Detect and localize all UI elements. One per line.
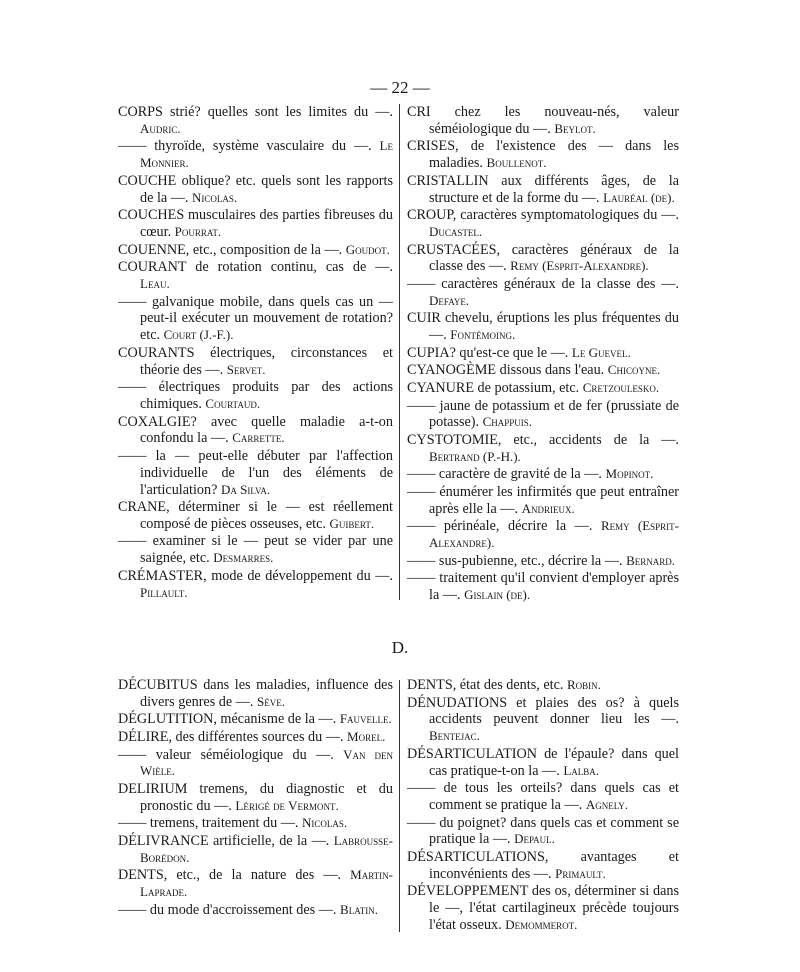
- entry-author: Lauréal (de).: [603, 189, 675, 205]
- entry-author: Boullenot.: [486, 155, 547, 171]
- index-entry: [118, 207, 393, 241]
- entry-text: —— caractères généraux de la classe des —.: [407, 275, 679, 292]
- entry-text: —— thyroïde, système vasculaire du —.: [118, 138, 380, 155]
- entry-text: DÉLIVRANCE artificielle, de la —.: [118, 832, 334, 849]
- entry-author: Nicolas.: [302, 815, 348, 831]
- entry-author: Da Silva.: [220, 481, 271, 497]
- entry-author: Pillault.: [140, 584, 188, 600]
- page-number: — 22 —: [370, 78, 430, 97]
- index-entry: [407, 380, 679, 397]
- index-column-bottom-right: [407, 677, 679, 935]
- entry-text: CRISTALLIN aux différents âges, de la structure et de la forme du —.: [407, 172, 679, 206]
- entry-author: Blatin.: [340, 901, 378, 917]
- section-letter: D.: [391, 638, 409, 657]
- entry-text: —— caractère de gravité de la —.: [407, 466, 606, 483]
- entry-author: Courtaud.: [205, 395, 261, 411]
- index-entry: [118, 568, 393, 602]
- entry-text: DELIRIUM tremens, du diagnostic et du pronostic du —.: [118, 780, 393, 814]
- entry-author: Depaul.: [514, 831, 555, 847]
- index-entry: [407, 849, 679, 883]
- index-entry: [118, 781, 393, 815]
- entry-author: Nicolas.: [192, 189, 238, 205]
- index-entry: [407, 677, 679, 694]
- entry-text: —— périnéale, décrire la —.: [407, 518, 601, 535]
- index-entry: [407, 242, 679, 276]
- index-entry: [407, 815, 679, 849]
- entry-author: Le Monnier.: [140, 138, 393, 171]
- index-entry: [407, 883, 679, 933]
- index-entry: [407, 173, 679, 207]
- index-column-top-right: [407, 104, 679, 605]
- entry-author: Le Guevel.: [571, 344, 631, 360]
- entry-author: Goudot.: [345, 241, 390, 257]
- entry-author: Robin.: [566, 677, 601, 692]
- entry-author: Carrette.: [232, 430, 285, 446]
- index-entry: [407, 695, 679, 745]
- index-entry: [407, 780, 679, 814]
- entry-author: Desmarres.: [213, 550, 274, 566]
- entry-text: COUCHES musculaires des parties fibreuses du cœur.: [118, 207, 393, 240]
- index-entry: [407, 345, 679, 362]
- entry-text: —— examiner si le — peut se vider par une saignée, etc.: [118, 533, 393, 567]
- entry-author: Fauvelle.: [339, 711, 392, 727]
- entry-text: —— sus-pubienne, etc., décrire la —.: [407, 552, 627, 569]
- index-entry: [407, 466, 679, 483]
- entry-author: Remy (Esprit-Alexandre).: [429, 518, 679, 551]
- entry-author: Fontémoing.: [450, 327, 516, 343]
- entry-text: CRANE, déterminer si le — est réellement composé de pièces osseuses, etc.: [118, 499, 393, 532]
- entry-text: COUCHE oblique? etc. quels sont les rapports de la —.: [118, 172, 393, 206]
- entry-author: Van den Wièle.: [140, 746, 393, 779]
- entry-author: Guibert.: [329, 515, 375, 531]
- index-entry: [118, 294, 393, 344]
- entry-text: COURANT de rotation continu, cas de —.: [118, 259, 393, 276]
- index-entry: [118, 173, 393, 207]
- entry-author: Sève.: [257, 693, 285, 709]
- entry-text: DÉVELOPPEMENT des os, déterminer si dans le —, l'état cartilagineux précède toujours l'état osseux.: [407, 883, 679, 933]
- entry-author: Defaye.: [429, 292, 470, 308]
- entry-author: Ducastel.: [429, 223, 483, 239]
- entry-author: Leau.: [140, 275, 170, 291]
- entry-text: —— traitement qu'il convient d'employer après la —.: [407, 570, 679, 604]
- entry-text: COURANTS électriques, circonstances et théorie des —.: [118, 344, 393, 378]
- entry-text: CRISES, de l'existence des — dans les maladies.: [407, 138, 679, 172]
- entry-text: CUPIA? qu'est-ce que le —.: [407, 344, 572, 361]
- index-entry: [407, 746, 679, 780]
- entry-author: Martin-Laprade.: [140, 867, 393, 900]
- entry-author: Andrieux.: [521, 500, 575, 516]
- entry-text: —— galvanique mobile, dans quels cas un — peut-il exécuter un mouvement de rotation? etc.: [118, 293, 393, 344]
- index-entry: [118, 104, 393, 138]
- entry-author: Agnely.: [585, 796, 629, 812]
- entry-text: COUENNE, etc., composition de la —.: [118, 241, 346, 258]
- entry-author: Chappuis.: [482, 414, 533, 430]
- entry-author: Pourrat.: [174, 223, 222, 239]
- entry-author: Chicoyne.: [607, 362, 661, 378]
- entry-text: —— du poignet? dans quels cas et comment se pratique la —.: [407, 814, 679, 848]
- entry-author: Morel.: [347, 728, 386, 744]
- entry-author: Bernard.: [626, 552, 675, 568]
- entry-author: Gislain (de).: [464, 587, 531, 603]
- entry-text: DENTS, état des dents, etc.: [407, 677, 567, 693]
- entry-author: Bentejac.: [429, 728, 480, 744]
- index-entry: [118, 815, 393, 832]
- index-entry: [118, 448, 393, 498]
- index-entry: [118, 747, 393, 781]
- entry-author: Beylot.: [554, 120, 596, 136]
- entry-text: CYANOGÈME dissous dans l'eau.: [407, 362, 608, 379]
- entry-author: Court (J.-F.).: [163, 327, 234, 343]
- entry-text: CORPS strié? quelles sont les limites du —.: [118, 104, 393, 120]
- entry-text: CROUP, caractères symptomatologiques du —.: [407, 207, 679, 224]
- entry-author: Remy (Esprit-Alexandre).: [510, 258, 649, 274]
- entry-text: CYSTOTOMIE, etc., accidents de la —.: [407, 431, 679, 448]
- index-entry: [407, 398, 679, 432]
- entry-text: DÉSARTICULATION de l'épaule? dans quel cas pratique-t-on la —.: [407, 745, 679, 779]
- entry-text: —— tremens, traitement du —.: [118, 815, 303, 832]
- index-entry: [118, 414, 393, 448]
- entry-text: DÉCUBITUS dans les maladies, influence des divers genres de —.: [118, 677, 393, 710]
- entry-text: DÉNUDATIONS et plaies des os? à quels accidents peuvent donner lieu les —.: [407, 694, 679, 728]
- index-entry: [407, 570, 679, 604]
- index-entry: [118, 138, 393, 172]
- entry-text: —— la — peut-elle débuter par l'affection individuelle de l'un des éléments de l'articulation?: [118, 447, 393, 498]
- index-entry: [407, 362, 679, 379]
- index-entry: [118, 902, 393, 919]
- entry-text: DÉGLUTITION, mécanisme de la —.: [118, 711, 340, 728]
- index-entry: [118, 867, 393, 901]
- entry-text: CRI chez les nouveau-nés, valeur séméiologique du —.: [407, 104, 679, 137]
- index-entry: [407, 553, 679, 570]
- entry-author: Cretzoulesko.: [582, 379, 660, 395]
- index-entry: [407, 432, 679, 466]
- entry-text: CRUSTACÉES, caractères généraux de la classe des —.: [407, 241, 679, 275]
- index-entry: [118, 833, 393, 867]
- index-entry: [118, 711, 393, 728]
- index-column-top-left: [118, 104, 393, 602]
- entry-text: CUIR chevelu, éruptions les plus fréquentes du —.: [407, 310, 679, 344]
- entry-author: Lalba.: [563, 762, 600, 778]
- index-entry: [118, 499, 393, 533]
- entry-author: Primault.: [555, 865, 606, 881]
- index-entry: [407, 310, 679, 344]
- entry-text: —— du mode d'accroissement des —.: [118, 901, 341, 918]
- entry-author: Mopinot.: [605, 466, 654, 482]
- index-entry: [407, 207, 679, 241]
- entry-text: CRÉMASTER, mode de développement du —.: [118, 567, 393, 584]
- entry-author: Servet.: [226, 361, 266, 377]
- index-entry: [118, 345, 393, 379]
- entry-author: Labrousse-Borédon.: [140, 832, 393, 865]
- entry-text: —— énumérer les infirmités que peut entraîner après elle la —.: [407, 483, 679, 517]
- column-rule-top: [399, 104, 400, 600]
- index-entry: [118, 379, 393, 413]
- entry-text: DÉLIRE, des différentes sources du —.: [118, 728, 348, 745]
- entry-text: —— valeur séméiologique du —.: [118, 746, 344, 763]
- index-entry: [118, 677, 393, 711]
- index-entry: [407, 484, 679, 518]
- entry-author: Audric.: [140, 120, 181, 136]
- entry-author: Lérigé de Vermont.: [235, 797, 339, 813]
- entry-text: COXALGIE? avec quelle maladie a-t-on confondu la —.: [118, 413, 393, 447]
- entry-text: —— de tous les orteils? dans quels cas et comment se pratique la —.: [407, 780, 679, 813]
- entry-text: —— jaune de potassium et de fer (prussiate de potasse).: [407, 397, 679, 431]
- index-entry: [118, 729, 393, 746]
- index-entry: [118, 259, 393, 293]
- index-entry: [407, 518, 679, 552]
- index-entry: [118, 533, 393, 567]
- index-column-bottom-left: [118, 677, 393, 919]
- index-entry: [407, 276, 679, 310]
- column-rule-bottom: [399, 680, 400, 932]
- index-entry: [407, 138, 679, 172]
- index-entry: [118, 242, 393, 259]
- entry-text: —— électriques produits par des actions chimiques.: [118, 379, 393, 412]
- entry-author: Bertrand (P.-H.).: [429, 448, 521, 464]
- entry-author: Demommerot.: [505, 916, 578, 932]
- entry-text: DÉSARTICULATIONS, avantages et inconvénients des —.: [407, 848, 679, 882]
- index-entry: [407, 104, 679, 138]
- entry-text: CYANURE de potassium, etc.: [407, 379, 583, 396]
- entry-text: DENTS, etc., de la nature des —.: [118, 867, 351, 884]
